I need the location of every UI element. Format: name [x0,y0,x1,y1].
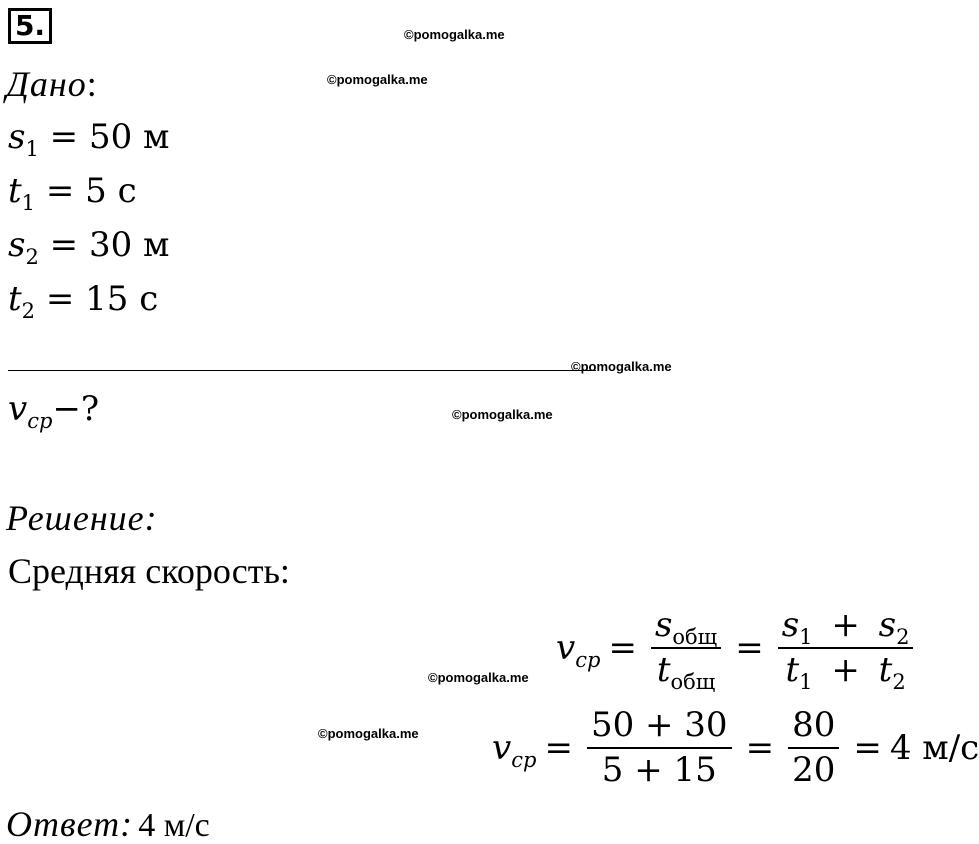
given-var: t [8,279,22,319]
formula-lhs-sub: ср [575,648,601,673]
calc-fraction-sums [587,706,732,790]
given-sub: 1 [25,137,39,161]
given-value: 30 м [88,225,170,265]
given-line: $s_2 = 30$ м [8,225,170,269]
calc-fraction-totals [788,706,839,790]
given-line: $t_2 = 15$ с [8,279,159,323]
given-var: s [8,225,26,265]
frac-num-sub: общ [672,625,718,649]
watermark: ©pomogalka.me [571,359,672,374]
given-sub: 2 [25,245,39,269]
calculation-line: $v_{ср}$ = $\frac{50 + 30}{5 + 15}$ = $\frac{80}{20}$ = 4 м/с [492,705,979,791]
frac-den-var: t [656,650,671,691]
problem-number-text: 5. [14,9,46,42]
frac-den-sub: 1 [799,670,813,695]
find-sub: ср [27,409,53,433]
given-line: $t_1 = 5$ с [8,171,137,215]
given-line: $s_1 = 50$ м [8,117,170,161]
frac-den-sub: общ [670,670,716,695]
answer-value: 4 м/с [138,807,210,844]
calc-frac-den: 20 [792,750,836,791]
plus-sign: + [831,650,860,691]
given-heading [6,66,98,102]
calc-result: 4 м/с [889,728,979,769]
watermark: ©pomogalka.me [452,407,553,422]
given-var: t [8,171,22,211]
calc-frac-num: 80 [792,705,836,745]
given-value: 15 с [85,279,159,319]
formula-line: $v_{ср}$ = $\frac{s_{общ}}{t_{общ}}$ = $\frac{s_1 + s_2}{t_1 + t_2}$ [556,606,919,690]
calc-frac-num: 50 + 30 [590,705,728,745]
solution-intro: Средняя скорость: [8,551,290,591]
find-var: v [8,389,28,429]
watermark: ©pomogalka.me [327,72,428,87]
given-sub: 2 [21,299,36,323]
answer-line [6,806,210,843]
watermark: ©pomogalka.me [318,726,419,741]
frac-den-sub: 2 [892,670,906,695]
given-colon: : [86,64,98,104]
answer-label: Ответ: [6,804,134,844]
watermark: ©pomogalka.me [404,27,505,42]
find-suffix: −? [52,389,100,429]
given-var: s [8,117,26,157]
frac-den-var: t [785,650,800,691]
plus-sign: + [831,605,860,645]
given-value: 50 м [88,117,170,157]
frac-num-sub: 2 [896,625,910,649]
frac-num-var: s [654,605,673,645]
calc-frac-den: 5 + 15 [601,750,717,791]
frac-num-var: s [878,605,897,645]
given-divider [8,370,596,371]
formula-lhs-var: v [556,628,576,669]
frac-num-var: s [781,605,800,645]
calc-lhs-var: v [492,728,512,769]
problem-number [8,8,52,44]
given-label: Дано [6,64,87,104]
watermark: ©pomogalka.me [428,670,529,685]
formula-fraction-sum [778,605,914,695]
frac-num-sub: 1 [799,625,813,649]
given-value: 5 с [85,171,137,211]
given-sub: 1 [21,191,36,215]
find-line [8,389,100,433]
formula-fraction-total [651,605,721,695]
frac-den-var: t [878,650,893,691]
solution-heading: Решение: [6,498,158,538]
calc-lhs-sub: ср [511,748,537,773]
